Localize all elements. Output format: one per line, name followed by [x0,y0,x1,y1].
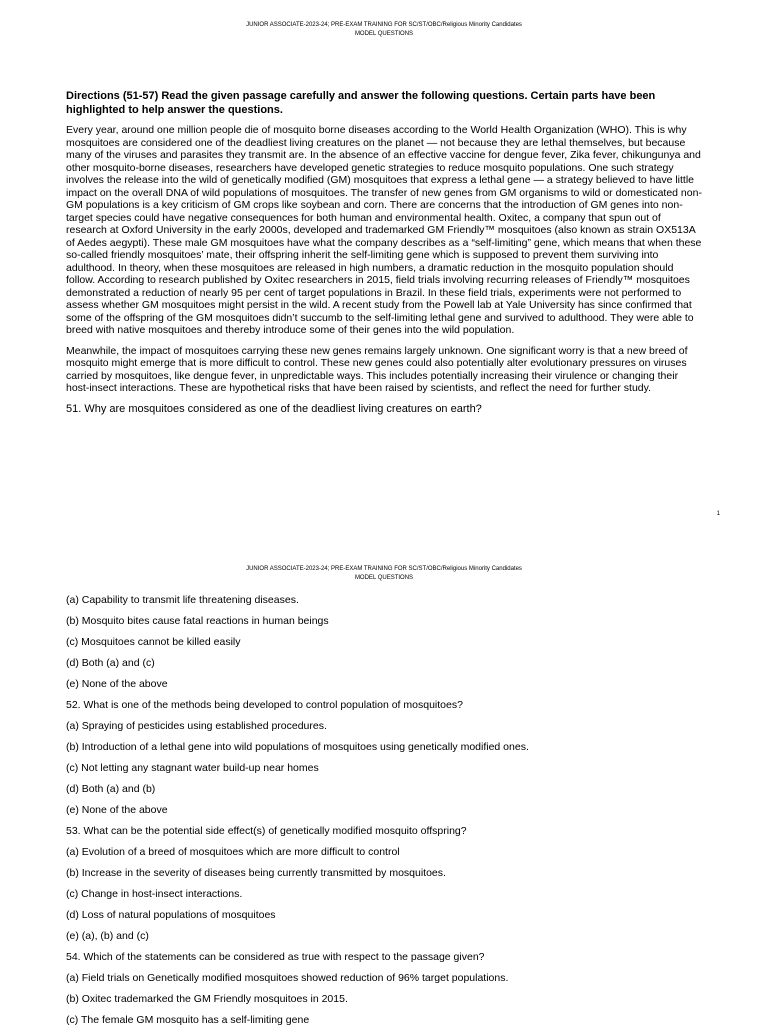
question-52: 52. What is one of the methods being developed to control population of mosquitoes? [66,699,463,711]
page-header [0,0,768,39]
list-item: (c) The female GM mosquito has a self-limiting gene [66,1014,310,1026]
list-item: (e) None of the above [66,804,168,816]
list-item: (b) Increase in the severity of diseases being currently transmitted by mosquitoes. [66,867,446,879]
page-header [0,560,768,583]
question-51: 51. Why are mosquitoes considered as one of the deadliest living creatures on earth? [66,402,482,415]
header-subtitle: MODEL QUESTIONS [354,31,414,37]
list-item: (a) Spraying of pesticides using established procedures. [66,720,327,732]
page-content [0,90,768,416]
directions-heading: Directions (51-57) Read the given passage carefully and answer the following questions. Certain parts have been highlighted to help answer the questions. [66,90,656,116]
list-item: (e) None of the above [66,678,168,690]
list-item: (b) Mosquito bites cause fatal reactions in human beings [66,615,329,627]
list-item: (a) Evolution of a breed of mosquitoes which are more difficult to control [66,846,400,858]
list-item: (d) Loss of natural populations of mosquitoes [66,909,276,921]
question-53: 53. What can be the potential side effect(s) of genetically modified mosquito offspring? [66,825,467,837]
header-title: JUNIOR ASSOCIATE-2023-24; PRE-EXAM TRAINING FOR SC/ST/OBC/Religious Minority Candidates [246,22,522,28]
header-subtitle: MODEL QUESTIONS [354,575,414,581]
list-item: (a) Field trials on Genetically modified mosquitoes showed reduction of 96% target populations. [66,972,509,984]
list-item: (c) Mosquitoes cannot be killed easily [66,636,241,648]
list-item: (e) (a), (b) and (c) [66,930,149,942]
page-number: 1 [716,511,720,517]
list-item: (d) Both (a) and (b) [66,783,156,795]
question-54: 54. Which of the statements can be considered as true with respect to the passage given? [66,951,485,963]
list-item: (a) Capability to transmit life threatening diseases. [66,594,299,606]
list-item: (c) Change in host-insect interactions. [66,888,243,900]
list-item: (c) Not letting any stagnant water build-up near homes [66,762,319,774]
list-item: (d) Both (a) and (c) [66,657,155,669]
document-page-2 [0,560,768,1024]
list-item: (b) Introduction of a lethal gene into wild populations of mosquitoes using genetically modified ones. [66,741,529,753]
list-item: (b) Oxitec trademarked the GM Friendly mosquitoes in 2015. [66,993,348,1005]
passage-paragraph-1: Every year, around one million people die of mosquito borne diseases according to the World Health Organization (WHO). This is why mosquitoes are considered one of the deadliest living creatures on the planet — not because they are lethal themselves, but because many of the viruses and parasites they transmit are. In the absence of an effective vaccine for dengue fever, Zika fever, chikungunya and other mosquito-borne diseases, researchers have developed genetic strategies to reduce mosquito populations. One such strategy involves the release into the wild of genetically modified (GM) mosquitoes that express a lethal gene — a strategy believed to have little impact on the overall DNA of wild populations of mosquitoes. The transfer of new genes from GM organisms to wild or domesticated non-GM populations is a key criticism of GM crops like soybean and corn. There are concerns that the introduction of GM genes into non-target species could have negative consequences for both human and environmental health. Oxitec, a company that spun out of research at Oxford University in the early 2000s, developed and trademarked GM Friendly™ mosquitoes (also known as strain OX513A of Aedes aegypti). These male GM mosquitoes have what the company describes as a “self-limiting” gene, which means that when these so-called friendly mosquitoes’ mate, their offspring inherit the self-limiting gene which is supposed to prevent them surviving into adulthood. In theory, when these mosquitoes are released in high numbers, a dramatic reduction in the mosquito population should follow. According to research published by Oxitec researchers in 2015, field trials involving recurring releases of Friendly™ mosquitoes demonstrated a reduction of nearly 95 per cent of target populations in Brazil. In these field trials, experiments were not performed to assess whether GM mosquitoes might persist in the wild. A recent study from the Powell lab at Yale University has since confirmed that some of the offspring of the GM mosquitoes didn’t succumb to the self-limiting lethal gene and survived to adulthood. They were able to breed with native mosquitoes and thereby introduce some of their genes into the wild population. [66,124,702,336]
question-list [0,594,768,1035]
passage-paragraph-2: Meanwhile, the impact of mosquitoes carrying these new genes remains largely unknown. One significant worry is that a new breed of mosquito might emerge that is more difficult to control. These new genes could also potentially alter evolutionary pressures on viruses carried by mosquitoes, like dengue fever, in unpredictable ways. This includes potentially increasing their virulence or changing their host-insect interactions. These are hypothetical risks that have been raised by scientists, and reflect the need for further study. [66,344,688,394]
header-title: JUNIOR ASSOCIATE-2023-24; PRE-EXAM TRAINING FOR SC/ST/OBC/Religious Minority Candidates [246,566,522,572]
